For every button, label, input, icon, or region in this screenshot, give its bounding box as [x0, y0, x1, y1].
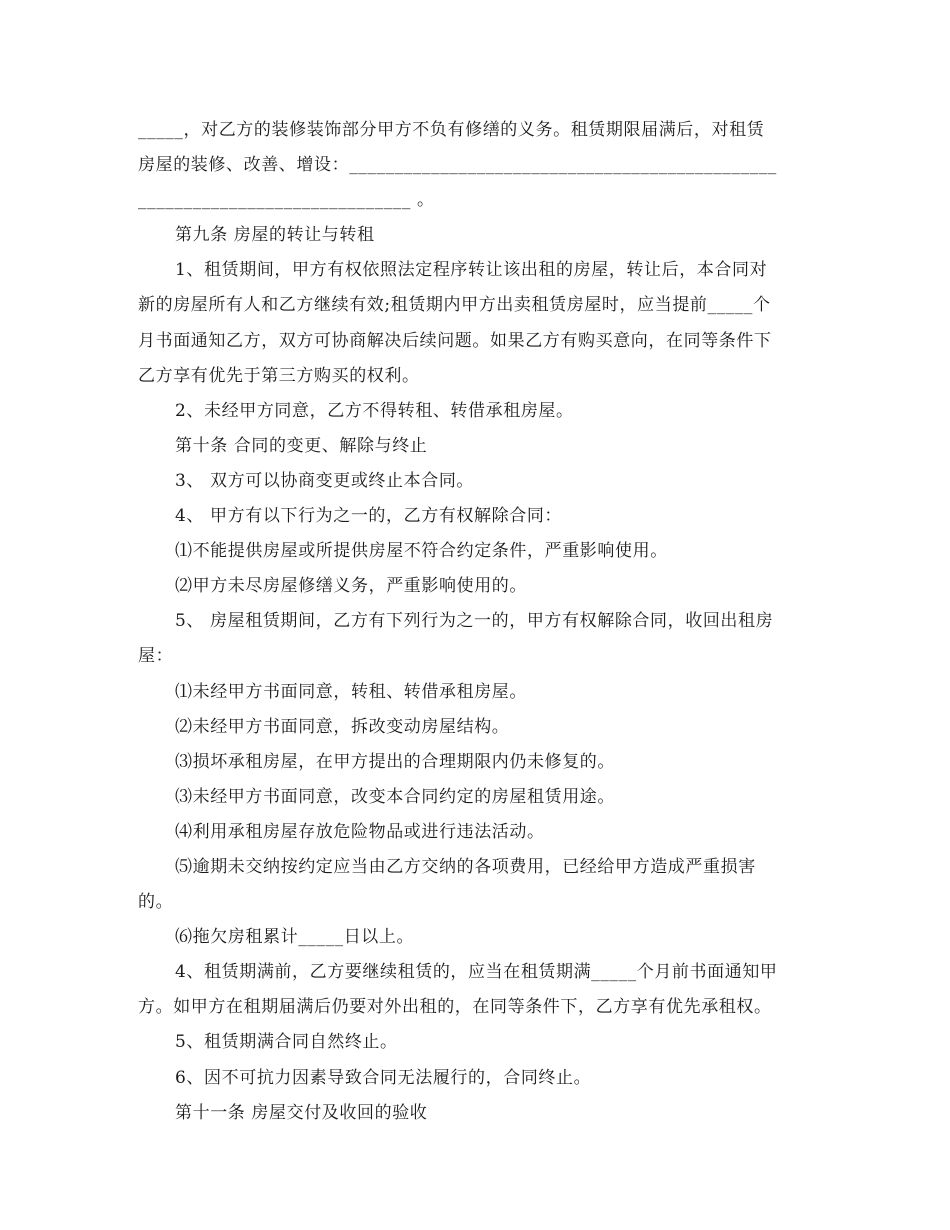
paragraph-line: 4、租赁期满前，乙方要继续租赁的，应当在租赁期满_____个月前书面通知甲	[175, 962, 778, 983]
list-item: ⑴未经甲方书面同意，转租、转借承租房屋。	[175, 681, 527, 702]
paragraph-line: 6、因不可抗力因素导致合同无法履行的，合同终止。	[175, 1067, 592, 1088]
section-heading: 第十条 合同的变更、解除与终止	[175, 435, 428, 456]
list-item: ⑶未经甲方书面同意，改变本合同约定的房屋租赁用途。	[175, 786, 615, 807]
document-page	[138, 113, 814, 1131]
paragraph-line: 5、 房屋租赁期间，乙方有下列行为之一的，甲方有权解除合同，收回出租房	[175, 611, 774, 632]
section-heading: 第九条 房屋的转让与转租	[175, 225, 375, 246]
paragraph-line: 1、租赁期间，甲方有权依照法定程序转让该出租的房屋，转让后，本合同对	[175, 260, 768, 281]
text-line: 屋：	[138, 646, 174, 667]
paragraph-line: 5、租赁期满合同自然终止。	[175, 1032, 398, 1053]
text-line: ______________________________ 。	[138, 190, 435, 211]
text-line: 的。	[138, 892, 174, 913]
paragraph-line: 4、 甲方有以下行为之一的，乙方有权解除合同：	[175, 506, 563, 527]
list-item: ⑶损坏承租房屋，在甲方提出的合理期限内仍未修复的。	[175, 751, 615, 772]
paragraph-line: 2、未经甲方同意，乙方不得转租、转借承租房屋。	[175, 400, 574, 421]
text-line: _____，对乙方的装修装饰部分甲方不负有修缮的义务。租赁期限届满后，对租赁	[138, 120, 765, 140]
list-item: ⑹拖欠房租累计_____日以上。	[175, 927, 415, 948]
text-line: 房屋的装修、改善、增设：_______________________________________________	[138, 155, 777, 176]
text-line: 新的房屋所有人和乙方继续有效;租赁期内甲方出卖租赁房屋时，应当提前_____个	[138, 295, 771, 316]
text-line: 乙方享有优先于第三方购买的权利。	[138, 365, 420, 386]
text-line: 方。如甲方在租期届满后仍要对外出租的，在同等条件下，乙方享有优先承租权。	[138, 997, 772, 1018]
list-item: ⑵甲方未尽房屋修缮义务，严重影响使用的。	[175, 576, 527, 597]
list-item: ⑵未经甲方书面同意，拆改变动房屋结构。	[175, 716, 510, 737]
text-line: 月书面通知乙方，双方可协商解决后续问题。如果乙方有购买意向，在同等条件下	[138, 330, 772, 351]
list-item: ⑴不能提供房屋或所提供房屋不符合约定条件，严重影响使用。	[175, 541, 668, 562]
section-heading: 第十一条 房屋交付及收回的验收	[175, 1102, 428, 1123]
list-item: ⑷利用承租房屋存放危险物品或进行违法活动。	[175, 821, 545, 842]
paragraph-line: 3、 双方可以协商变更或终止本合同。	[175, 470, 475, 491]
list-item: ⑸逾期未交纳按约定应当由乙方交纳的各项费用，已经给甲方造成严重损害	[175, 856, 756, 877]
